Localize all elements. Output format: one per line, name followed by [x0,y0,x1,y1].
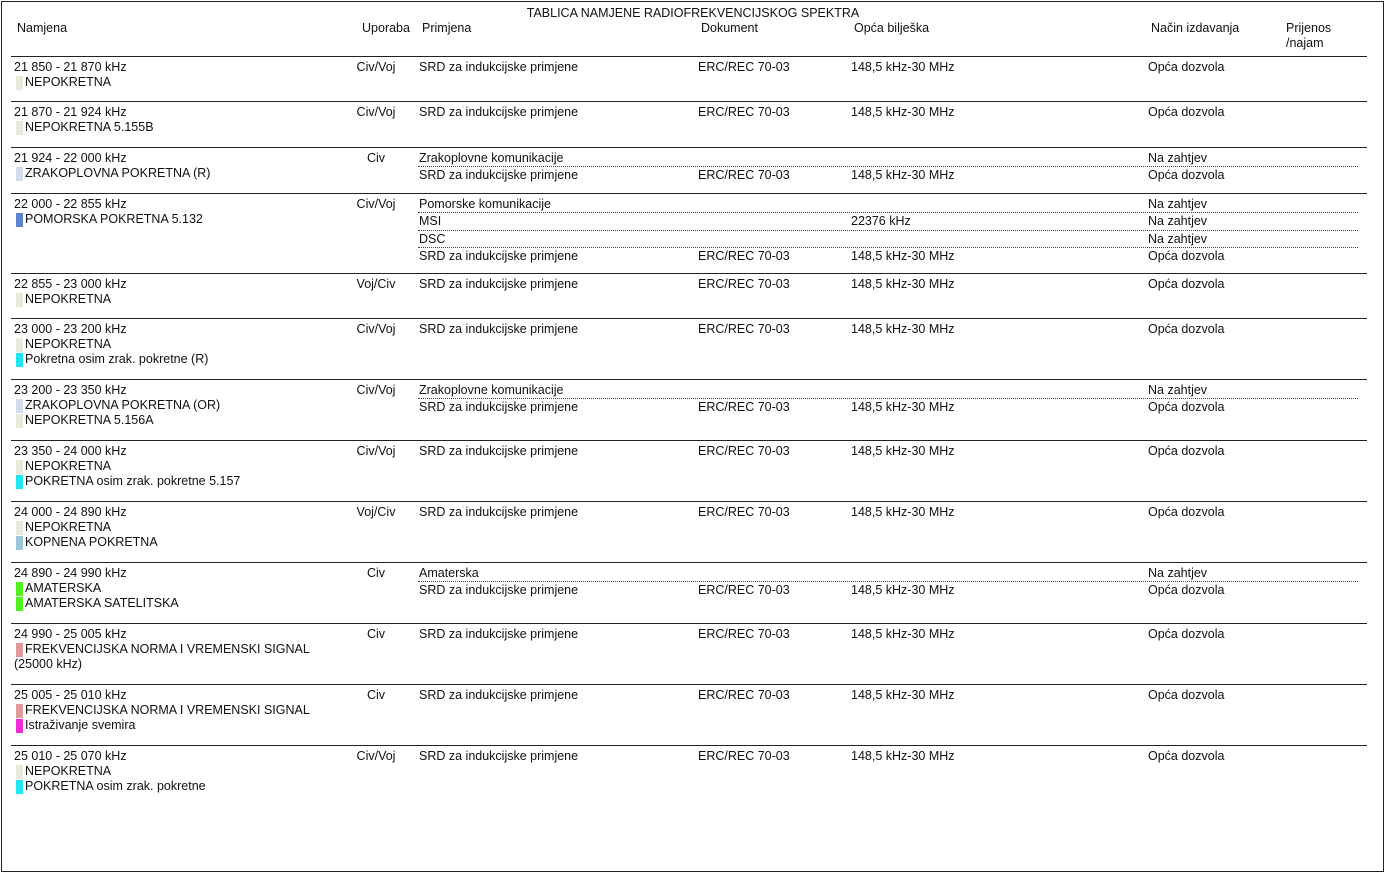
allocation-list [14,764,344,795]
application-nacin-izdavanja: Opća dozvola [1148,168,1225,183]
application-nacin-izdavanja: Na zahtjev [1148,383,1208,397]
allocation-item [14,703,344,718]
band-row [11,274,1367,319]
application-primjena: Zrakoplovne komunikacije [419,151,564,165]
application-biljeska: 148,5 kHz-30 MHz [851,627,955,641]
allocation-color-swatch [16,765,23,779]
application-row [418,214,1358,230]
application-primjena: Pomorske komunikacije [419,197,551,211]
allocation-color-swatch [16,338,23,352]
allocation-label: KOPNENA POKRETNA [25,535,158,550]
application-biljeska: 148,5 kHz-30 MHz [851,444,955,458]
allocation-label: AMATERSKA SATELITSKA [25,596,179,611]
allocation-label: POKRETNA osim zrak. pokretne [25,779,206,794]
allocation-item [14,581,344,596]
application-nacin-izdavanja: Opća dozvola [1148,444,1225,458]
application-primjena: SRD za indukcijske primjene [419,749,579,763]
application-biljeska: 148,5 kHz-30 MHz [851,505,955,519]
application-nacin-izdavanja: Na zahtjev [1148,214,1208,229]
band-row [11,746,1367,805]
allocation-item [14,764,344,779]
band-uporaba: Civ/Voj [356,383,396,397]
application-nacin-izdavanja: Opća dozvola [1148,505,1225,519]
band-row [11,685,1367,746]
allocation-color-swatch [16,167,23,181]
allocation-color-swatch [16,521,23,535]
allocation-label: POMORSKA POKRETNA 5.132 [25,212,203,226]
header-primjena: Primjena [422,21,472,35]
allocation-list [14,459,344,490]
band-frequency: 24 990 - 25 005 kHz [14,627,127,641]
allocation-color-swatch [16,121,23,135]
application-row [418,749,1358,764]
application-primjena: Amaterska [419,566,479,580]
band-row [11,319,1367,380]
application-row [418,322,1358,337]
band-frequency: 25 005 - 25 010 kHz [14,688,127,702]
application-dokument: ERC/REC 70-03 [698,749,790,763]
band-row [11,148,1367,194]
band-row [11,441,1367,502]
application-row [418,627,1358,642]
application-list [418,277,1358,293]
application-nacin-izdavanja: Opća dozvola [1148,277,1225,291]
allocation-label: ZRAKOPLOVNA POKRETNA (OR) [25,398,221,412]
band-uporaba: Civ [366,566,386,580]
application-dokument: ERC/REC 70-03 [698,277,790,291]
application-primjena: SRD za indukcijske primjene [419,505,579,519]
application-dokument: ERC/REC 70-03 [698,444,790,458]
application-nacin-izdavanja: Opća dozvola [1148,105,1225,119]
allocation-item [14,166,344,181]
application-primjena: SRD za indukcijske primjene [419,583,579,598]
application-nacin-izdavanja: Na zahtjev [1148,231,1208,246]
application-primjena: SRD za indukcijske primjene [419,60,579,74]
application-list [418,505,1358,521]
application-biljeska: 148,5 kHz-30 MHz [851,322,955,336]
application-list [418,749,1358,765]
allocation-color-swatch [16,719,23,733]
band-uporaba: Civ/Voj [356,197,396,211]
application-row [418,197,1358,213]
application-primjena: MSI [419,214,442,229]
band-row [11,102,1367,148]
allocation-item [14,474,344,489]
application-dokument: ERC/REC 70-03 [698,249,790,264]
band-uporaba: Civ/Voj [356,105,396,119]
allocation-list [14,120,344,135]
application-primjena: SRD za indukcijske primjene [419,168,579,183]
allocation-list [14,398,344,429]
header-nacin-izdavanja: Način izdavanja [1151,21,1240,35]
application-dokument: ERC/REC 70-03 [698,105,790,119]
application-row [418,400,1358,415]
allocation-list [14,212,344,227]
allocation-color-swatch [16,293,23,307]
band-uporaba: Voj/Civ [356,505,396,519]
allocation-color-swatch [16,597,23,611]
application-list [418,197,1358,266]
application-dokument: ERC/REC 70-03 [698,168,790,183]
header-namjena: Namjena [17,21,68,35]
band-uporaba: Civ/Voj [356,322,396,336]
allocation-item [14,352,344,367]
application-dokument: ERC/REC 70-03 [698,627,790,641]
application-dokument: ERC/REC 70-03 [698,400,790,415]
allocation-item [14,535,344,550]
application-list [418,566,1358,600]
allocation-list [14,75,344,90]
application-nacin-izdavanja: Opća dozvola [1148,749,1225,763]
band-frequency: 23 200 - 23 350 kHz [14,383,127,397]
allocation-color-swatch [16,414,23,428]
application-biljeska: 148,5 kHz-30 MHz [851,749,955,763]
allocation-color-swatch [16,475,23,489]
band-frequency: 22 855 - 23 000 kHz [14,277,127,291]
allocation-color-swatch [16,582,23,596]
allocation-item [14,398,344,413]
application-biljeska: 148,5 kHz-30 MHz [851,249,955,264]
band-uporaba: Civ [366,688,386,702]
allocation-color-swatch [16,76,23,90]
allocation-label: NEPOKRETNA 5.155B [25,120,154,134]
allocation-color-swatch [16,780,23,794]
allocation-label: AMATERSKA [25,581,102,595]
allocation-item [14,459,344,474]
allocation-label: NEPOKRETNA 5.156A [25,413,154,428]
allocation-label: NEPOKRETNA [25,337,112,351]
band-row [11,194,1367,274]
allocation-list [14,337,344,368]
application-primjena: SRD za indukcijske primjene [419,444,579,458]
application-row [418,505,1358,520]
allocation-item [14,520,344,535]
allocation-label: NEPOKRETNA [25,292,112,306]
application-row [418,232,1358,248]
allocation-label: ZRAKOPLOVNA POKRETNA (R) [25,166,211,180]
allocation-label: POKRETNA osim zrak. pokretne 5.157 [25,474,241,489]
application-list [418,105,1358,121]
application-nacin-izdavanja: Opća dozvola [1148,60,1225,74]
application-row [418,249,1358,264]
application-nacin-izdavanja: Opća dozvola [1148,627,1225,641]
allocation-color-swatch [16,704,23,718]
application-row [418,383,1358,399]
application-biljeska: 22376 kHz [851,214,911,229]
application-primjena: SRD za indukcijske primjene [419,277,579,291]
allocation-label: FREKVENCIJSKA NORMA I VREMENSKI SIGNAL (25000 kHz) [14,642,310,672]
application-primjena: SRD za indukcijske primjene [419,105,579,119]
allocation-label: Istraživanje svemira [25,718,136,733]
application-dokument: ERC/REC 70-03 [698,688,790,702]
application-nacin-izdavanja: Opća dozvola [1148,322,1225,336]
application-list [418,151,1358,185]
application-primjena: DSC [419,231,446,246]
allocation-list [14,292,344,307]
allocation-item [14,779,344,794]
application-row [418,168,1358,183]
band-frequency: 25 010 - 25 070 kHz [14,749,127,763]
allocation-color-swatch [16,536,23,550]
allocation-color-swatch [16,460,23,474]
header-dokument: Dokument [701,21,758,35]
application-row [418,277,1358,292]
allocation-list [14,166,344,181]
application-list [418,383,1358,417]
page-title: TABLICA NAMJENE RADIOFREKVENCIJSKOG SPEKTRA [526,6,860,20]
band-uporaba: Civ [366,627,386,641]
allocation-label: FREKVENCIJSKA NORMA I VREMENSKI SIGNAL [25,703,310,717]
application-primjena: SRD za indukcijske primjene [419,400,579,415]
application-biljeska: 148,5 kHz-30 MHz [851,60,955,74]
application-nacin-izdavanja: Na zahtjev [1148,197,1208,211]
allocation-item [14,120,344,135]
allocation-label: NEPOKRETNA [25,520,112,534]
application-biljeska: 148,5 kHz-30 MHz [851,400,955,415]
band-frequency: 24 000 - 24 890 kHz [14,505,127,519]
allocation-label: NEPOKRETNA [25,764,112,778]
band-row [11,563,1367,624]
application-nacin-izdavanja: Opća dozvola [1148,688,1225,702]
application-nacin-izdavanja: Opća dozvola [1148,249,1225,264]
allocation-item [14,75,344,90]
application-biljeska: 148,5 kHz-30 MHz [851,168,955,183]
application-list [418,322,1358,338]
application-dokument: ERC/REC 70-03 [698,505,790,519]
allocation-item [14,337,344,352]
allocation-item [14,718,344,733]
band-row [11,624,1367,685]
application-biljeska: 148,5 kHz-30 MHz [851,105,955,119]
allocation-item [14,642,344,673]
band-uporaba: Civ/Voj [356,444,396,458]
band-frequency: 24 890 - 24 990 kHz [14,566,127,580]
application-row [418,444,1358,459]
allocation-color-swatch [16,643,23,657]
application-primjena: SRD za indukcijske primjene [419,627,579,641]
application-nacin-izdavanja: Na zahtjev [1148,151,1208,165]
band-uporaba: Civ/Voj [356,60,396,74]
allocation-list [14,703,344,734]
application-list [418,60,1358,76]
application-dokument: ERC/REC 70-03 [698,60,790,74]
application-list [418,444,1358,460]
application-list [418,627,1358,643]
application-biljeska: 148,5 kHz-30 MHz [851,688,955,702]
allocation-item [14,212,344,227]
allocation-label: Pokretna osim zrak. pokretne (R) [25,352,209,367]
application-nacin-izdavanja: Opća dozvola [1148,583,1225,598]
application-row [418,566,1358,582]
application-primjena: SRD za indukcijske primjene [419,249,579,264]
allocation-item [14,292,344,307]
header-prijenos-najam: Prijenos /najam [1286,21,1332,50]
allocation-color-swatch [16,213,23,227]
application-list [418,688,1358,704]
application-nacin-izdavanja: Opća dozvola [1148,400,1225,415]
allocation-item [14,413,344,428]
application-row [418,105,1358,120]
allocation-list [14,581,344,612]
application-row [418,60,1358,75]
allocation-list [14,520,344,551]
header-uporaba: Uporaba [362,21,410,35]
band-frequency: 23 000 - 23 200 kHz [14,322,127,336]
band-uporaba: Civ [366,151,386,165]
application-biljeska: 148,5 kHz-30 MHz [851,583,955,598]
application-dokument: ERC/REC 70-03 [698,583,790,598]
allocation-list [14,642,344,673]
band-frequency: 22 000 - 22 855 kHz [14,197,127,211]
band-row [11,57,1367,102]
band-frequency: 21 924 - 22 000 kHz [14,151,127,165]
application-primjena: Zrakoplovne komunikacije [419,383,564,397]
header-opca-biljeska: Opća bilješka [854,21,930,35]
band-frequency: 21 850 - 21 870 kHz [14,60,127,74]
application-dokument: ERC/REC 70-03 [698,322,790,336]
band-frequency: 21 870 - 21 924 kHz [14,105,127,119]
allocation-color-swatch [16,399,23,413]
application-nacin-izdavanja: Na zahtjev [1148,566,1208,580]
application-biljeska: 148,5 kHz-30 MHz [851,277,955,291]
application-row [418,151,1358,167]
application-row [418,688,1358,703]
band-uporaba: Civ/Voj [356,749,396,763]
allocation-item [14,596,344,611]
band-row [11,380,1367,441]
band-row [11,502,1367,563]
band-uporaba: Voj/Civ [356,277,396,291]
application-primjena: SRD za indukcijske primjene [419,688,579,702]
band-frequency: 23 350 - 24 000 kHz [14,444,127,458]
application-row [418,583,1358,598]
allocation-color-swatch [16,353,23,367]
allocation-label: NEPOKRETNA [25,75,112,89]
application-primjena: SRD za indukcijske primjene [419,322,579,336]
allocation-label: NEPOKRETNA [25,459,112,473]
